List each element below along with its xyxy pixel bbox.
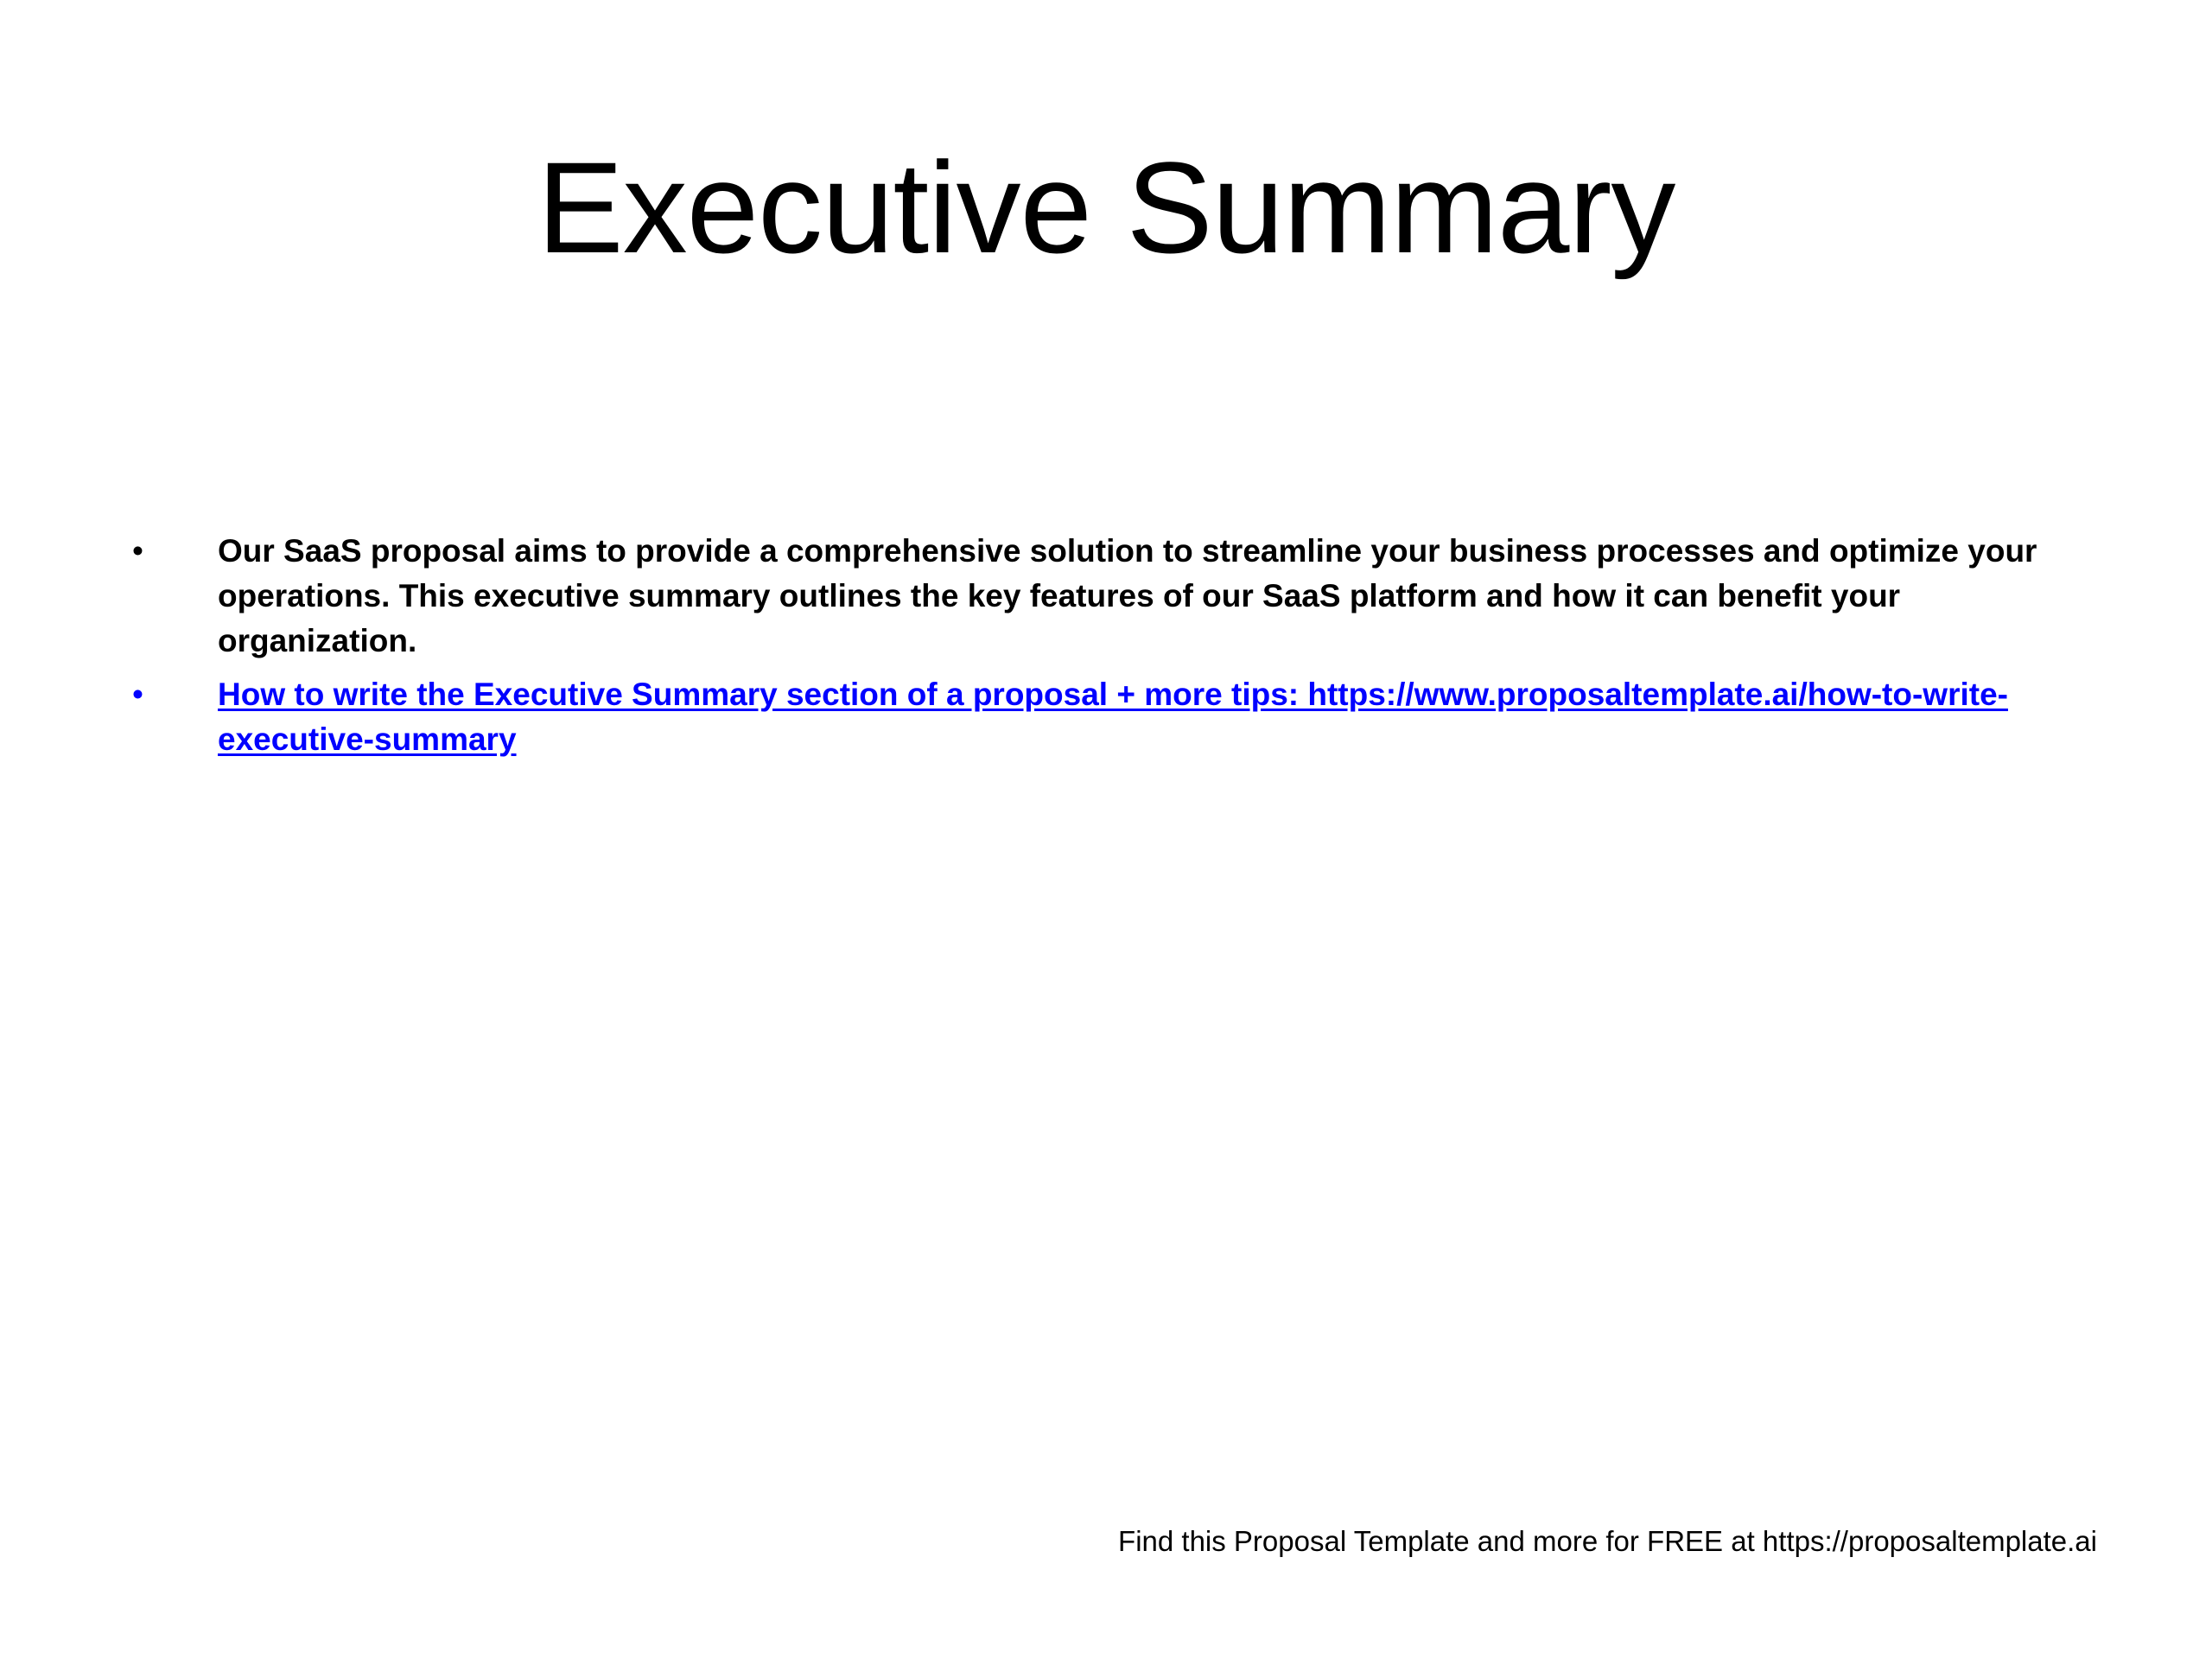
executive-summary-tips-link[interactable]: How to write the Executive Summary section of a proposal + more tips: https://www.proposaltemplate.ai/how-to-write-executive-summary xyxy=(218,677,2008,757)
bullet-list xyxy=(0,529,2212,771)
bullet-marker-link: • xyxy=(132,677,143,712)
bullet-marker: • xyxy=(132,533,143,569)
bullet-item-summary xyxy=(0,529,2101,664)
footer-note: Find this Proposal Template and more for FREE at https://proposaltemplate.ai xyxy=(1118,1525,2097,1557)
slide-title: Executive Summary xyxy=(537,135,1675,280)
bullet-text-summary: Our SaaS proposal aims to provide a comprehensive solution to streamline your business processes and optimize your operations. This executive summary outlines the key features of our SaaS platform and how it can benefit your organization. xyxy=(218,533,2037,658)
bullet-item-link xyxy=(0,672,2101,762)
